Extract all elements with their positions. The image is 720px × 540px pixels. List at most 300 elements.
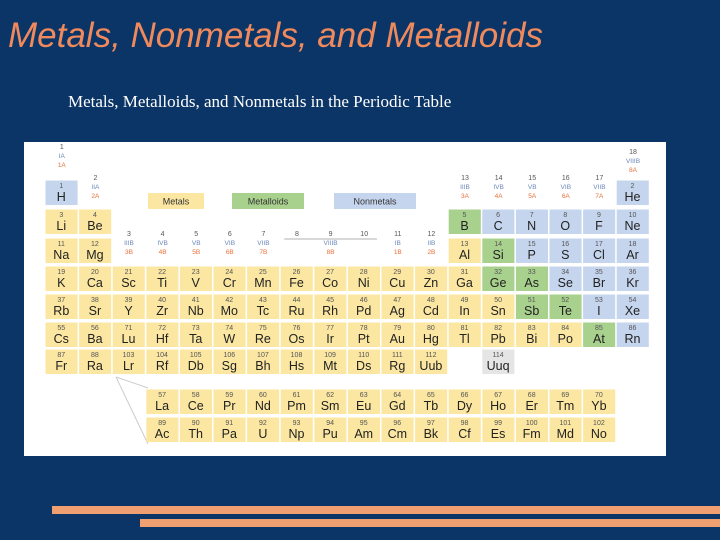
- element-symbol: Ir: [326, 332, 334, 346]
- atomic-number: 46: [359, 297, 368, 304]
- atomic-number: 32: [494, 269, 502, 276]
- element-symbol: Pd: [356, 304, 372, 318]
- group-roman: IIIB: [124, 240, 134, 247]
- element-cell-re: [247, 323, 279, 348]
- atomic-number: 44: [292, 297, 301, 304]
- element-symbol: Tc: [256, 304, 270, 318]
- atomic-number: 35: [595, 269, 603, 276]
- element-cell-zr: [146, 295, 178, 320]
- group-number: 9: [328, 231, 333, 238]
- element-symbol: Eu: [356, 399, 372, 413]
- element-symbol: Pb: [490, 332, 506, 346]
- group-label-4: [157, 231, 167, 256]
- group-number: 4: [160, 231, 165, 238]
- atomic-number: 31: [460, 269, 469, 276]
- element-symbol: Bh: [255, 359, 271, 373]
- atomic-number: 59: [225, 392, 234, 399]
- element-cell-rb: [46, 295, 78, 320]
- element-cell-np: [281, 418, 313, 443]
- atomic-number: 103: [122, 352, 135, 359]
- group-number: 5: [194, 231, 199, 238]
- element-symbol: Mg: [86, 248, 104, 262]
- group-cas: 8A: [629, 167, 637, 174]
- group-roman: VB: [527, 184, 537, 191]
- element-symbol: Tb: [423, 399, 439, 413]
- element-cell-sc: [113, 267, 145, 292]
- atomic-number: 5: [462, 212, 467, 219]
- element-cell-ne: [617, 210, 649, 235]
- element-cell-tc: [247, 295, 279, 320]
- group-number: 1: [59, 144, 64, 151]
- group-label-17: [593, 175, 605, 200]
- atomic-number: 30: [427, 269, 435, 276]
- element-symbol: C: [493, 219, 503, 233]
- atomic-number: 61: [292, 392, 301, 399]
- element-cell-al: [449, 239, 481, 264]
- atomic-number: 1: [59, 183, 64, 190]
- element-symbol: Al: [458, 248, 471, 262]
- atomic-number: 73: [191, 325, 200, 332]
- element-symbol: As: [524, 276, 539, 290]
- atomic-number: 96: [393, 420, 402, 427]
- element-cell-o: [550, 210, 582, 235]
- element-symbol: F: [595, 219, 603, 233]
- atomic-number: 72: [158, 325, 166, 332]
- atomic-number: 27: [326, 269, 334, 276]
- group-cas: 3B: [125, 249, 133, 256]
- element-symbol: Hs: [288, 359, 305, 373]
- element-cell-ge: [482, 267, 514, 292]
- element-symbol: Am: [354, 427, 374, 441]
- atomic-number: 48: [427, 297, 435, 304]
- element-cell-ra: [79, 350, 111, 375]
- element-symbol: Pm: [287, 399, 306, 413]
- element-symbol: P: [527, 248, 536, 262]
- group-cas: 4B: [158, 249, 167, 256]
- element-symbol: Fm: [522, 427, 541, 441]
- group-label-14: [493, 175, 503, 200]
- atomic-number: 28: [359, 269, 368, 276]
- element-cell-ru: [281, 295, 313, 320]
- atomic-number: 23: [191, 269, 200, 276]
- group-cas: 7A: [595, 193, 604, 200]
- atomic-number: 10: [628, 212, 637, 219]
- element-cell-fe: [281, 267, 313, 292]
- element-cell-pt: [348, 323, 380, 348]
- group-number: 10: [360, 231, 369, 238]
- group-number: 18: [629, 149, 637, 156]
- group-label-13: [460, 175, 470, 200]
- atomic-number: 54: [628, 297, 637, 304]
- element-symbol: Cd: [422, 304, 439, 318]
- element-symbol: Fr: [55, 359, 68, 373]
- element-symbol: V: [191, 276, 200, 290]
- atomic-number: 62: [326, 392, 334, 399]
- element-symbol: I: [597, 304, 601, 318]
- group-cas: 3A: [461, 193, 469, 200]
- element-symbol: Gd: [388, 399, 406, 413]
- atomic-number: 95: [359, 420, 368, 427]
- atomic-number: 90: [191, 420, 200, 427]
- element-symbol: Np: [288, 427, 305, 441]
- element-cell-ti: [146, 267, 178, 292]
- group-cas: 2B: [427, 249, 436, 256]
- element-symbol: Po: [557, 332, 573, 346]
- periodic-table-svg: [24, 142, 666, 456]
- element-cell-uub: [415, 350, 447, 375]
- element-symbol: Ra: [86, 359, 103, 373]
- element-symbol: Cl: [592, 248, 605, 262]
- element-symbol: Ba: [87, 332, 103, 346]
- element-symbol: La: [155, 399, 170, 413]
- periodic-table-image: [24, 142, 666, 456]
- element-symbol: Ar: [626, 248, 639, 262]
- atomic-number: 51: [527, 297, 536, 304]
- element-cell-au: [382, 323, 414, 348]
- atomic-number: 75: [259, 325, 267, 332]
- element-symbol: Y: [124, 304, 133, 318]
- atomic-number: 60: [259, 392, 267, 399]
- atomic-number: 12: [91, 241, 99, 248]
- element-symbol: Sr: [88, 304, 102, 318]
- group-label-10: [360, 231, 368, 238]
- slide-title: Metals, Nonmetals, and Metalloids: [8, 16, 543, 55]
- atomic-number: 3: [59, 212, 64, 219]
- group-number: 3: [127, 231, 131, 238]
- element-cell-lr: [113, 350, 145, 375]
- element-cell-ho: [482, 390, 514, 415]
- atomic-number: 45: [326, 297, 334, 304]
- element-cell-pu: [314, 418, 346, 443]
- atomic-number: 15: [527, 241, 536, 248]
- element-cell-bh: [247, 350, 279, 375]
- atomic-number: 37: [57, 297, 66, 304]
- group-roman: IIB: [427, 240, 436, 247]
- element-symbol: Rn: [624, 332, 641, 346]
- atomic-number: 50: [494, 297, 502, 304]
- atomic-number: 18: [628, 241, 637, 248]
- element-cell-co: [314, 267, 346, 292]
- atomic-number: 20: [91, 269, 99, 276]
- atomic-number: 25: [259, 269, 267, 276]
- element-cell-hg: [415, 323, 447, 348]
- element-cell-v: [180, 267, 212, 292]
- element-symbol: Hf: [155, 332, 169, 346]
- element-cell-er: [516, 390, 548, 415]
- atomic-number: 21: [124, 269, 133, 276]
- group-cas: 6A: [561, 193, 570, 200]
- element-symbol: Li: [56, 219, 67, 233]
- element-cell-es: [482, 418, 514, 443]
- element-symbol: Cs: [53, 332, 69, 346]
- slide-subtitle: Metals, Metalloids, and Nonmetals in the Periodic Table: [68, 92, 452, 111]
- group-roman: VB: [191, 240, 201, 247]
- element-symbol: Se: [557, 276, 573, 290]
- element-cell-tm: [550, 390, 582, 415]
- element-symbol: Mn: [254, 276, 272, 290]
- atomic-number: 104: [156, 352, 168, 359]
- group-cas: 7B: [259, 249, 268, 256]
- atomic-number: 92: [259, 420, 267, 427]
- atomic-number: 85: [595, 325, 603, 332]
- group-roman: VIB: [560, 184, 572, 191]
- element-cell-w: [214, 323, 246, 348]
- element-cell-cu: [382, 267, 414, 292]
- element-symbol: H: [56, 190, 66, 204]
- group-label-1: [58, 144, 67, 169]
- element-symbol: Ne: [624, 219, 641, 233]
- group-cas: 8B: [326, 249, 335, 256]
- atomic-number: 80: [427, 325, 435, 332]
- element-cell-pm: [281, 390, 313, 415]
- element-symbol: S: [561, 248, 570, 262]
- atomic-number: 6: [496, 212, 501, 219]
- element-symbol: Cm: [387, 427, 408, 441]
- atomic-number: 88: [91, 352, 99, 359]
- element-symbol: Nb: [187, 304, 204, 318]
- element-cell-y: [113, 295, 145, 320]
- group-number: 13: [461, 175, 469, 182]
- element-symbol: Au: [389, 332, 405, 346]
- element-cell-am: [348, 418, 380, 443]
- element-symbol: Ru: [288, 304, 305, 318]
- element-cell-ar: [617, 239, 649, 264]
- atomic-number: 64: [393, 392, 402, 399]
- element-cell-as: [516, 267, 548, 292]
- group-number: 7: [261, 231, 266, 238]
- element-cell-u: [247, 418, 279, 443]
- atomic-number: 99: [494, 420, 502, 427]
- element-symbol: Th: [188, 427, 203, 441]
- element-symbol: Be: [87, 219, 103, 233]
- element-cell-nd: [247, 390, 279, 415]
- element-symbol: Rf: [155, 359, 169, 373]
- group-label-18: [626, 149, 640, 174]
- element-cell-fr: [46, 350, 78, 375]
- group-roman: IIIB: [460, 184, 470, 191]
- element-cell-f: [583, 210, 615, 235]
- element-symbol: Uuq: [486, 359, 510, 373]
- atomic-number: 8: [563, 212, 568, 219]
- element-cell-h: [46, 181, 78, 206]
- element-symbol: Yb: [591, 399, 607, 413]
- group-label-3: [124, 231, 134, 256]
- atomic-number: 84: [561, 325, 570, 332]
- atomic-number: 67: [494, 392, 502, 399]
- atomic-number: 114: [492, 352, 504, 359]
- group-number: 6: [227, 231, 232, 238]
- atomic-number: 41: [191, 297, 200, 304]
- group-label-15: [528, 175, 537, 200]
- atomic-number: 24: [225, 269, 234, 276]
- element-symbol: Sm: [320, 399, 340, 413]
- element-cell-rn: [617, 323, 649, 348]
- element-symbol: Bi: [526, 332, 538, 346]
- accent-bar-top: [52, 506, 720, 514]
- element-cell-s: [550, 239, 582, 264]
- atomic-number: 71: [124, 325, 133, 332]
- element-cell-kr: [617, 267, 649, 292]
- group-cas: 2A: [91, 193, 100, 200]
- element-symbol: Zn: [423, 276, 439, 290]
- atomic-number: 55: [57, 325, 66, 332]
- element-symbol: Kr: [626, 276, 639, 290]
- element-cell-p: [516, 239, 548, 264]
- group-roman: VIIIB: [625, 158, 641, 165]
- element-symbol: Rg: [389, 359, 406, 373]
- group-label-6: [225, 231, 235, 256]
- atomic-number: 47: [393, 297, 402, 304]
- element-symbol: Ti: [157, 276, 168, 290]
- element-symbol: Sn: [490, 304, 506, 318]
- element-cell-uuq: [482, 350, 514, 375]
- element-symbol: No: [590, 427, 607, 441]
- atomic-number: 36: [628, 269, 637, 276]
- element-symbol: Ce: [187, 399, 204, 413]
- element-cell-yb: [583, 390, 615, 415]
- atomic-number: 109: [324, 352, 336, 359]
- group-number: 2: [93, 175, 98, 182]
- atomic-number: 70: [595, 392, 603, 399]
- element-symbol: Lu: [121, 332, 136, 346]
- group-roman: IVB: [157, 240, 168, 247]
- element-cell-i: [583, 295, 615, 320]
- group-cas: 5B: [192, 249, 201, 256]
- atomic-number: 108: [290, 352, 303, 359]
- element-symbol: Zr: [156, 304, 169, 318]
- accent-bar-bottom: [140, 519, 720, 527]
- element-cell-pr: [214, 390, 246, 415]
- element-symbol: Nd: [254, 399, 271, 413]
- atomic-number: 83: [527, 325, 536, 332]
- atomic-number: 106: [223, 352, 236, 359]
- element-cell-nb: [180, 295, 212, 320]
- group-cas: 5A: [528, 193, 537, 200]
- element-symbol: Sb: [524, 304, 540, 318]
- element-cell-c: [482, 210, 514, 235]
- group-roman: VIIB: [257, 240, 270, 247]
- element-cell-tb: [415, 390, 447, 415]
- element-cell-sn: [482, 295, 514, 320]
- element-cell-mt: [314, 350, 346, 375]
- group-roman: IB: [394, 240, 401, 247]
- element-symbol: Mo: [220, 304, 238, 318]
- element-cell-cr: [214, 267, 246, 292]
- atomic-number: 39: [124, 297, 133, 304]
- atomic-number: 112: [425, 352, 437, 359]
- element-cell-ta: [180, 323, 212, 348]
- element-symbol: Es: [490, 427, 506, 441]
- element-symbol: Te: [558, 304, 572, 318]
- element-cell-pa: [214, 418, 246, 443]
- element-cell-ca: [79, 267, 111, 292]
- group-number: 11: [394, 231, 402, 238]
- atomic-number: 74: [225, 325, 234, 332]
- element-symbol: Ac: [154, 427, 170, 441]
- legend-metals-label: Metals: [162, 196, 190, 207]
- group-roman: IIA: [91, 184, 100, 191]
- element-cell-sr: [79, 295, 111, 320]
- element-symbol: At: [592, 332, 605, 346]
- element-symbol: Ds: [356, 359, 372, 373]
- element-symbol: U: [258, 427, 268, 441]
- element-symbol: Co: [322, 276, 339, 290]
- atomic-number: 66: [460, 392, 469, 399]
- element-cell-ga: [449, 267, 481, 292]
- element-cell-sg: [214, 350, 246, 375]
- element-symbol: Md: [556, 427, 574, 441]
- element-symbol: Cf: [458, 427, 471, 441]
- element-cell-ir: [314, 323, 346, 348]
- element-symbol: Db: [187, 359, 204, 373]
- element-symbol: Cr: [222, 276, 236, 290]
- element-cell-k: [46, 267, 78, 292]
- element-symbol: W: [223, 332, 236, 346]
- atomic-number: 111: [391, 352, 403, 359]
- atomic-number: 69: [561, 392, 570, 399]
- element-cell-rg: [382, 350, 414, 375]
- element-symbol: Ga: [456, 276, 473, 290]
- element-cell-cl: [583, 239, 615, 264]
- element-cell-ds: [348, 350, 380, 375]
- element-symbol: Ta: [189, 332, 203, 346]
- group-cas: 4A: [494, 193, 503, 200]
- element-cell-eu: [348, 390, 380, 415]
- atomic-number: 91: [225, 420, 234, 427]
- element-symbol: Uub: [419, 359, 443, 373]
- element-symbol: Pt: [357, 332, 370, 346]
- atomic-number: 100: [525, 420, 538, 427]
- element-cell-po: [550, 323, 582, 348]
- atomic-number: 101: [559, 420, 572, 427]
- atomic-number: 17: [595, 241, 603, 248]
- element-symbol: In: [459, 304, 470, 318]
- element-cell-at: [583, 323, 615, 348]
- atomic-number: 26: [292, 269, 301, 276]
- element-cell-pd: [348, 295, 380, 320]
- element-cell-zn: [415, 267, 447, 292]
- element-cell-na: [46, 239, 78, 264]
- element-symbol: Si: [492, 248, 504, 262]
- atomic-number: 89: [158, 420, 166, 427]
- group-label-8: [295, 231, 299, 238]
- fblock-connector-bottom: [116, 377, 148, 444]
- element-cell-cf: [449, 418, 481, 443]
- element-cell-cs: [46, 323, 78, 348]
- element-symbol: Ho: [490, 399, 507, 413]
- element-cell-db: [180, 350, 212, 375]
- element-cell-ac: [146, 418, 178, 443]
- element-symbol: Tm: [556, 399, 575, 413]
- element-symbol: Ni: [357, 276, 370, 290]
- element-cell-ce: [180, 390, 212, 415]
- atomic-number: 78: [359, 325, 368, 332]
- atomic-number: 40: [158, 297, 166, 304]
- element-cell-cd: [415, 295, 447, 320]
- element-symbol: Pr: [223, 399, 236, 413]
- element-symbol: O: [560, 219, 571, 233]
- element-symbol: Na: [53, 248, 70, 262]
- element-cell-br: [583, 267, 615, 292]
- element-cell-th: [180, 418, 212, 443]
- element-cell-la: [146, 390, 178, 415]
- element-cell-li: [46, 210, 78, 235]
- group-roman: VIB: [224, 240, 236, 247]
- atomic-number: 57: [158, 392, 166, 399]
- group-label-2: [91, 175, 100, 200]
- atomic-number: 43: [259, 297, 267, 304]
- element-cell-pb: [482, 323, 514, 348]
